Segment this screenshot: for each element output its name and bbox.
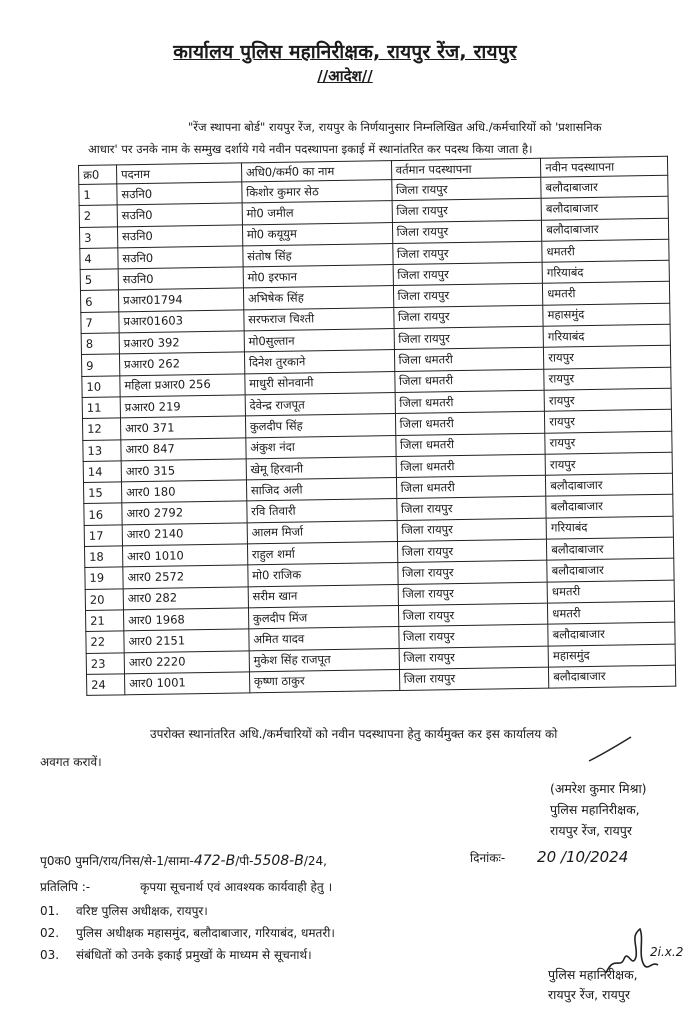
- cell-new-posting: धमतरी: [543, 282, 670, 305]
- relieve-line-1: उपरोक्त स्थानांतरित अधि./कर्मचारियों को नवीन पदस्थापना हेतु कार्यमुक्त कर इस कार्यालय को: [150, 727, 558, 741]
- copy-label: प्रतिलिपि :-: [40, 880, 91, 894]
- cell-new-posting: रायपुर: [544, 346, 671, 369]
- cell-current-posting: जिला धमतरी: [395, 390, 545, 414]
- cell-serial: 21: [85, 610, 123, 632]
- cell-name: मुकेश सिंह राजपूत: [249, 648, 399, 672]
- cell-name: किशोर कुमार सेठ: [242, 180, 392, 204]
- cell-name: सरफराज चिश्ती: [244, 307, 394, 331]
- signature-date: 2i.x.2: [650, 945, 684, 959]
- signatory-place: रायपुर रेंज, रायपुर: [548, 987, 630, 1002]
- cell-current-posting: जिला रायपुर: [392, 199, 542, 223]
- cell-designation: आर0 847: [121, 437, 246, 460]
- intro-line-2: आधार' पर उनके नाम के सम्मुख दर्शाये गये नवीन पदस्थापना इकाई में स्थानांतरित कर पदस्थ किया जाता है।: [88, 142, 533, 156]
- cell-current-posting: जिला रायपुर: [397, 539, 547, 563]
- cell-new-posting: रायपुर: [544, 388, 671, 411]
- cell-designation: आर0 1968: [123, 608, 248, 631]
- cell-designation: प्रआर0 392: [119, 331, 244, 354]
- cell-new-posting: बलौदाबाजार: [541, 197, 668, 220]
- cell-designation: आर0 2140: [122, 523, 247, 546]
- cell-designation: आर0 2151: [124, 629, 249, 652]
- cell-name: मो0सुल्तान: [244, 329, 394, 353]
- cell-name: देवेन्द्र राजपूत: [245, 393, 395, 417]
- cell-serial: 9: [81, 354, 119, 376]
- cell-current-posting: जिला रायपुर: [399, 646, 549, 670]
- intro-line-1: "रेंज स्थापना बोर्ड" रायपुर रेंज, रायपुर के निर्णयानुसार निम्नलिखित अधि./कर्मचारियों को 'प्रशासनिक: [188, 120, 602, 134]
- cell-name: मो0 राजिक: [248, 563, 398, 587]
- cell-serial: 11: [82, 397, 120, 419]
- cell-current-posting: जिला रायपुर: [398, 603, 548, 627]
- cell-serial: 22: [86, 631, 124, 653]
- cell-designation: आर0 315: [121, 459, 246, 482]
- cell-current-posting: जिला धमतरी: [395, 433, 545, 457]
- cell-designation: सउनि0: [117, 225, 242, 248]
- cell-new-posting: रायपुर: [545, 409, 672, 432]
- signature-stroke: [585, 735, 635, 763]
- cell-current-posting: जिला धमतरी: [395, 411, 545, 435]
- cell-current-posting: जिला रायपुर: [398, 624, 548, 648]
- cell-serial: 17: [84, 525, 122, 547]
- header-new-posting: नवीन पदस्थापना: [541, 156, 668, 177]
- cell-new-posting: रायपुर: [545, 431, 672, 454]
- cell-name: रवि तिवारी: [247, 499, 397, 523]
- cell-current-posting: जिला धमतरी: [396, 454, 546, 478]
- cell-current-posting: जिला रायपुर: [398, 582, 548, 606]
- header-name: अधि0/कर्म0 का नाम: [241, 161, 391, 182]
- cell-designation: सउनि0: [118, 267, 243, 290]
- cell-serial: 13: [83, 439, 121, 461]
- cell-current-posting: जिला रायपुर: [393, 262, 543, 286]
- list-item: 02. पुलिस अधीक्षक महासमुंद, बलौदाबाजार, गरियाबंद, धमतरी।: [40, 926, 335, 940]
- cell-designation: आर0 2220: [124, 650, 249, 673]
- cell-serial: 14: [83, 461, 121, 483]
- cell-serial: 1: [79, 184, 117, 206]
- cell-serial: 23: [86, 652, 124, 674]
- cell-designation: सउनि0: [117, 203, 242, 226]
- transfer-table: [78, 156, 676, 696]
- signatory-name: (अमरेश कुमार मिश्रा): [550, 781, 647, 796]
- cell-name: मो0 इरफान: [243, 265, 393, 289]
- cell-name: कृष्णा ठाकुर: [249, 669, 399, 693]
- relieve-paragraph: [40, 720, 680, 776]
- cell-designation: आर0 1010: [122, 544, 247, 567]
- cell-new-posting: महासमुंद: [548, 644, 675, 667]
- cell-current-posting: जिला रायपुर: [394, 326, 544, 350]
- cell-name: साजिद अली: [246, 478, 396, 502]
- cell-new-posting: रायपुर: [545, 452, 672, 475]
- cell-serial: 7: [81, 312, 119, 334]
- header-serial: क्र0: [79, 165, 117, 185]
- cell-serial: 24: [87, 674, 125, 696]
- cell-name: अंकुश नंदा: [246, 435, 396, 459]
- signatory-place: रायपुर रेंज, रायपुर: [550, 823, 632, 838]
- cell-serial: 3: [79, 226, 117, 248]
- cell-name: आलम मिर्जा: [247, 520, 397, 544]
- cell-serial: 4: [80, 248, 118, 270]
- date-value: 20 /10/2024: [537, 848, 629, 866]
- cell-new-posting: बलौदाबाजार: [546, 495, 673, 518]
- cell-designation: महिला प्रआर0 256: [120, 374, 245, 397]
- cell-new-posting: बलौदाबाजार: [547, 537, 674, 560]
- cell-serial: 18: [84, 546, 122, 568]
- cell-name: मो0 जमील: [242, 201, 392, 225]
- cell-name: मो0 कयूयुम: [242, 222, 392, 246]
- cell-current-posting: जिला रायपुर: [397, 518, 547, 542]
- cell-serial: 16: [84, 503, 122, 525]
- cell-designation: आर0 1001: [124, 672, 249, 695]
- cell-designation: सउनि0: [118, 246, 243, 269]
- cell-serial: 19: [85, 567, 123, 589]
- cell-serial: 10: [82, 376, 120, 398]
- cell-designation: आर0 2572: [123, 565, 248, 588]
- cell-designation: आर0 180: [121, 480, 246, 503]
- cell-current-posting: जिला रायपुर: [393, 305, 543, 329]
- cell-designation: प्रआर01794: [118, 288, 243, 311]
- cell-new-posting: गरियाबंद: [543, 324, 670, 347]
- cell-serial: 5: [80, 269, 118, 291]
- cell-designation: सउनि0: [117, 182, 242, 205]
- cell-name: संतोष सिंह: [243, 243, 393, 267]
- cell-current-posting: जिला धमतरी: [396, 475, 546, 499]
- cell-serial: 8: [81, 333, 119, 355]
- cell-serial: 15: [83, 482, 121, 504]
- cell-designation: प्रआर01603: [119, 310, 244, 333]
- header-designation: पदनाम: [116, 163, 241, 184]
- cell-name: कुलदीप मिंज: [248, 605, 398, 629]
- list-item: 03. संबंधितों को उनके इकाई प्रमुखों के माध्यम से सूचनार्थ।: [40, 948, 312, 962]
- copy-recipients: [40, 900, 335, 966]
- order-heading: //आदेश//: [317, 67, 373, 85]
- cell-name: राहुल शर्मा: [247, 542, 397, 566]
- cell-serial: 12: [82, 418, 120, 440]
- cell-serial: 20: [85, 588, 123, 610]
- signatory-designation: पुलिस महानिरीक्षक,: [550, 802, 640, 817]
- cell-new-posting: बलौदाबाजार: [547, 559, 674, 582]
- order-date: [470, 848, 628, 866]
- handwritten-number-1: 472-B: [193, 853, 236, 869]
- office-title: कार्यालय पुलिस महानिरीक्षक, रायपुर रेंज, रायपुर: [173, 41, 517, 63]
- cell-new-posting: गरियाबंद: [546, 516, 673, 539]
- cell-new-posting: धमतरी: [542, 239, 669, 262]
- cell-designation: प्रआर0 262: [119, 352, 244, 375]
- copy-text: कृपया सूचनार्थ एवं आवश्यक कार्यवाही हेतु ।: [140, 880, 333, 894]
- cell-new-posting: गरियाबंद: [542, 260, 669, 283]
- cell-new-posting: धमतरी: [548, 601, 675, 624]
- cell-new-posting: रायपुर: [544, 367, 671, 390]
- reference-number: पृ0क0 पुमनि/राय/निस/से-1/सामा-472-B/पी-5508-B/24,: [40, 853, 327, 869]
- header-current-posting: वर्तमान पदस्थापना: [391, 158, 541, 179]
- cell-new-posting: बलौदाबाजार: [549, 665, 676, 688]
- cell-name: खेमू हिरवानी: [246, 456, 396, 480]
- cell-name: माधुरी सोनवानी: [245, 371, 395, 395]
- cell-name: सरीम खान: [248, 584, 398, 608]
- signatory-block-2: [548, 965, 638, 1005]
- signatory-designation: पुलिस महानिरीक्षक,: [548, 967, 638, 982]
- cell-designation: आर0 371: [120, 416, 245, 439]
- cell-new-posting: बलौदाबाजार: [541, 175, 668, 198]
- cell-designation: प्रआर0 219: [120, 395, 245, 418]
- cell-name: कुलदीप सिंह: [245, 414, 395, 438]
- cell-designation: आर0 2792: [122, 501, 247, 524]
- cell-current-posting: जिला रायपुर: [396, 497, 546, 521]
- cell-current-posting: जिला रायपुर: [393, 284, 543, 308]
- cell-new-posting: महासमुंद: [543, 303, 670, 326]
- relieve-line-2: अवगत करावें।: [40, 755, 102, 769]
- intro-paragraph: [88, 116, 678, 160]
- cell-name: अभिषेक सिंह: [243, 286, 393, 310]
- cell-current-posting: जिला रायपुर: [392, 220, 542, 244]
- cell-current-posting: जिला रायपुर: [397, 561, 547, 585]
- cell-serial: 6: [80, 290, 118, 312]
- handwritten-number-2: 5508-B: [253, 853, 304, 869]
- cell-current-posting: जिला रायपुर: [392, 241, 542, 265]
- date-label: दिनांकः-: [470, 851, 506, 865]
- cell-current-posting: जिला धमतरी: [394, 348, 544, 372]
- cell-designation: आर0 282: [123, 587, 248, 610]
- cell-new-posting: धमतरी: [547, 580, 674, 603]
- cell-new-posting: बलौदाबाजार: [546, 473, 673, 496]
- signatory-block: [550, 778, 647, 841]
- cell-current-posting: जिला रायपुर: [399, 667, 549, 691]
- cell-current-posting: जिला रायपुर: [391, 177, 541, 201]
- cell-serial: 2: [79, 205, 117, 227]
- copy-heading: [40, 878, 332, 895]
- cell-name: अमित यादव: [249, 627, 399, 651]
- cell-new-posting: बलौदाबाजार: [542, 218, 669, 241]
- cell-name: दिनेश तुरकाने: [244, 350, 394, 374]
- list-item: 01. वरिष्ट पुलिस अधीक्षक, रायपुर।: [40, 904, 208, 918]
- cell-new-posting: बलौदाबाजार: [548, 622, 675, 645]
- cell-current-posting: जिला धमतरी: [394, 369, 544, 393]
